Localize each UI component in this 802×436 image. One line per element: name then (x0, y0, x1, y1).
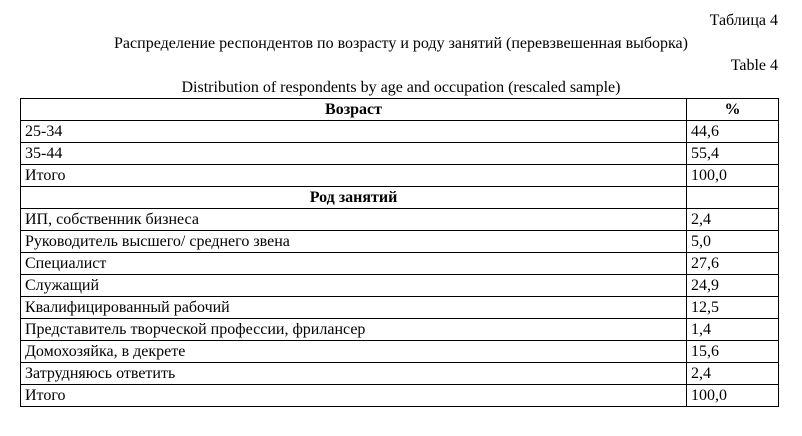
table-row (21, 165, 779, 187)
table-row (21, 363, 779, 385)
row-label: Служащий (21, 275, 687, 297)
age-column-header: Возраст (21, 99, 687, 121)
row-label: Затрудняюсь ответить (21, 363, 687, 385)
distribution-table (20, 98, 779, 407)
table-row (21, 275, 779, 297)
row-label: Итого (21, 385, 687, 407)
row-value: 12,5 (687, 297, 779, 319)
row-value: 100,0 (687, 165, 779, 187)
row-value: 2,4 (687, 209, 779, 231)
row-label: Руководитель высшего/ среднего звена (21, 231, 687, 253)
row-label: Специалист (21, 253, 687, 275)
empty-cell (687, 187, 779, 209)
table-row (21, 385, 779, 407)
row-label: Итого (21, 165, 687, 187)
table-row (21, 143, 779, 165)
table-title-en: Distribution of respondents by age and occupation (rescaled sample) (181, 79, 621, 96)
table-row (21, 341, 779, 363)
table-title-ru: Распределение респондентов по возрасту и роду занятий (перевзвешенная выборка) (114, 35, 688, 52)
row-label: Квалифицированный рабочий (21, 297, 687, 319)
table-row (21, 319, 779, 341)
row-value: 1,4 (687, 319, 779, 341)
table-number-en: Table 4 (730, 57, 778, 74)
row-label: ИП, собственник бизнеса (21, 209, 687, 231)
row-value: 24,9 (687, 275, 779, 297)
percent-column-header: % (687, 99, 779, 121)
row-value: 100,0 (687, 385, 779, 407)
row-label: 25-34 (21, 121, 687, 143)
row-label: Домохозяйка, в декрете (21, 341, 687, 363)
occupation-section-row (21, 187, 779, 209)
table-number-ru: Таблица 4 (709, 12, 778, 29)
row-value: 55,4 (687, 143, 779, 165)
row-value: 44,6 (687, 121, 779, 143)
table-row (21, 231, 779, 253)
table-header-row (21, 99, 779, 121)
table-row (21, 209, 779, 231)
table-row (21, 253, 779, 275)
occupation-section-header: Род занятий (21, 187, 687, 209)
row-value: 27,6 (687, 253, 779, 275)
row-value: 2,4 (687, 363, 779, 385)
row-label: 35-44 (21, 143, 687, 165)
row-label: Представитель творческой профессии, фрилансер (21, 319, 687, 341)
table-row (21, 297, 779, 319)
table-row (21, 121, 779, 143)
row-value: 5,0 (687, 231, 779, 253)
row-value: 15,6 (687, 341, 779, 363)
